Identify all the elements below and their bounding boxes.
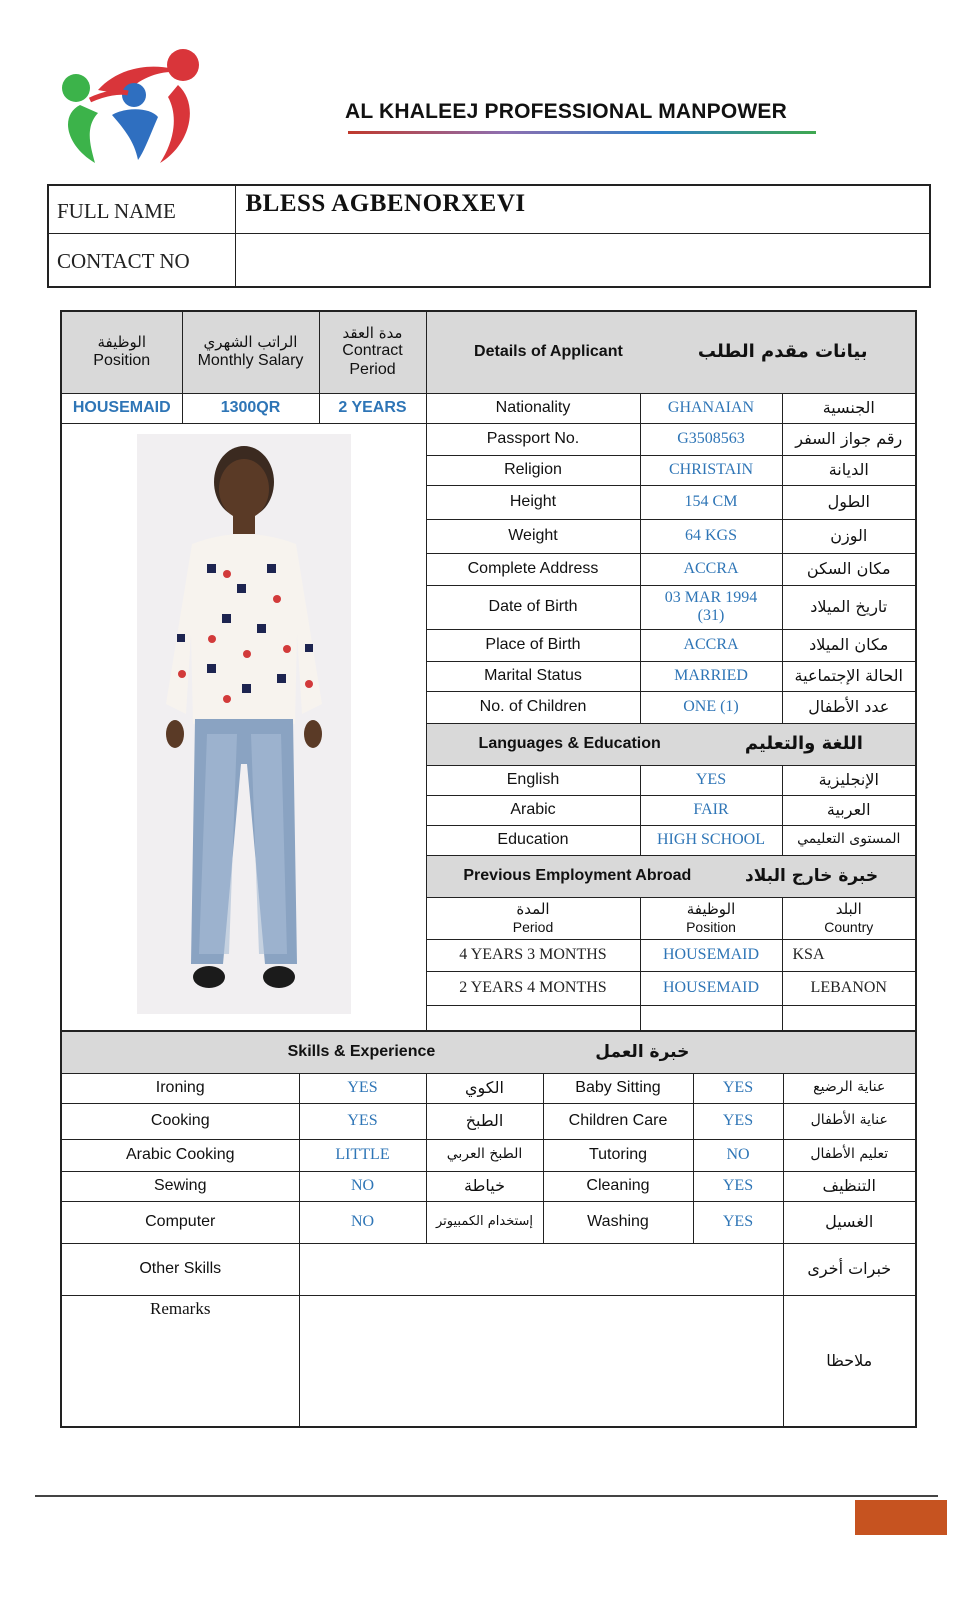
detail-label: Complete Address [426, 553, 640, 585]
photo-cell [61, 423, 426, 1037]
details-section-header: Details of Applicant بيانات مقدم الطلب [426, 311, 916, 393]
company-underline [348, 131, 816, 134]
detail-value: G3508563 [640, 423, 782, 455]
employment-position: HOUSEMAID [640, 971, 782, 1005]
language-label: English [426, 765, 640, 795]
detail-label: No. of Children [426, 691, 640, 723]
skill-value: YES [299, 1073, 426, 1103]
education-label-ar: المستوى التعليمي [782, 825, 916, 855]
skill-value: NO [299, 1171, 426, 1201]
detail-label: Passport No. [426, 423, 640, 455]
full-name-value: BLESS AGBENORXEVI [235, 185, 930, 233]
detail-value: ACCRA [640, 629, 782, 661]
detail-label: Date of Birth [426, 585, 640, 629]
contact-label: CONTACT NO [48, 233, 235, 287]
skill-value: YES [693, 1103, 783, 1139]
contract-period-header: مدة العقد Contract Period [319, 311, 426, 393]
dob-value: 03 MAR 1994 [664, 588, 758, 606]
detail-label-ar: الوزن [782, 519, 916, 553]
skill-label: Cooking [61, 1103, 299, 1139]
detail-value: CHRISTAIN [640, 455, 782, 485]
employment-country: KSA [782, 939, 916, 971]
skill-value: NO [693, 1139, 783, 1171]
employment-position-header: الوظيفة Position [640, 897, 782, 939]
remarks-value [299, 1295, 783, 1427]
detail-label: Nationality [426, 393, 640, 423]
period-value: 2 YEARS [319, 393, 426, 423]
position-header: الوظيفة Position [61, 311, 182, 393]
detail-label-ar: الديانة [782, 455, 916, 485]
skill-label-ar: الغسيل [783, 1201, 916, 1243]
language-value: YES [640, 765, 782, 795]
detail-value: ONE (1) [640, 691, 782, 723]
skill-value: YES [299, 1103, 426, 1139]
skill-label-ar: عناية الأطفال [783, 1103, 916, 1139]
detail-label-ar: تاريخ الميلاد [782, 585, 916, 629]
language-value: FAIR [640, 795, 782, 825]
other-skills-label-ar: خبرات أخرى [783, 1243, 916, 1295]
skill-label: Cleaning [543, 1171, 693, 1201]
employment-position: HOUSEMAID [640, 939, 782, 971]
skill-label: Sewing [61, 1171, 299, 1201]
skill-label: Arabic Cooking [61, 1139, 299, 1171]
employment-section-header: Previous Employment Abroad خبرة خارج البلاد [426, 855, 916, 897]
skill-label: Ironing [61, 1073, 299, 1103]
skill-label-ar: عناية الرضيع [783, 1073, 916, 1103]
salary-header: الراتب الشهري Monthly Salary [182, 311, 319, 393]
employment-period: 4 YEARS 3 MONTHS [426, 939, 640, 971]
detail-label: Place of Birth [426, 629, 640, 661]
detail-label-ar: الحالة الإجتماعية [782, 661, 916, 691]
skill-value: YES [693, 1073, 783, 1103]
detail-label-ar: الطول [782, 485, 916, 519]
education-label: Education [426, 825, 640, 855]
language-label: Arabic [426, 795, 640, 825]
detail-value: 154 CM [640, 485, 782, 519]
skill-label-ar: إستخدام الكمبيوتر [426, 1201, 543, 1243]
detail-label-ar: رقم جواز السفر [782, 423, 916, 455]
skill-label-ar: الطبخ العربي [426, 1139, 543, 1171]
language-label-ar: الإنجليزية [782, 765, 916, 795]
other-skills-value [299, 1243, 783, 1295]
skill-label-ar: التنظيف [783, 1171, 916, 1201]
position-value: HOUSEMAID [61, 393, 182, 423]
detail-value: MARRIED [640, 661, 782, 691]
skill-value: YES [693, 1201, 783, 1243]
applicant-name-table [47, 184, 931, 288]
employment-period: 2 YEARS 4 MONTHS [426, 971, 640, 1005]
detail-label-ar: مكان الميلاد [782, 629, 916, 661]
employment-country: LEBANON [782, 971, 916, 1005]
remarks-label-ar: ملاحظا [783, 1295, 916, 1427]
skill-label: Computer [61, 1201, 299, 1243]
skill-label: Children Care [543, 1103, 693, 1139]
employment-period-header: المدة Period [426, 897, 640, 939]
skill-label: Tutoring [543, 1139, 693, 1171]
education-value: HIGH SCHOOL [640, 825, 782, 855]
remarks-label: Remarks [61, 1295, 299, 1427]
detail-value: ACCRA [640, 553, 782, 585]
detail-label: Weight [426, 519, 640, 553]
skill-value: NO [299, 1201, 426, 1243]
company-logo [50, 45, 200, 170]
languages-section-header: Languages & Education اللغة والتعليم [426, 723, 916, 765]
skill-value: LITTLE [299, 1139, 426, 1171]
detail-label-ar: عدد الأطفال [782, 691, 916, 723]
detail-label-ar: مكان السكن [782, 553, 916, 585]
age-value: (31) [697, 607, 725, 624]
other-skills-label: Other Skills [61, 1243, 299, 1295]
full-name-label: FULL NAME [48, 185, 235, 233]
skills-table [60, 1030, 917, 1428]
skill-label-ar: خياطة [426, 1171, 543, 1201]
language-label-ar: العربية [782, 795, 916, 825]
skill-label: Washing [543, 1201, 693, 1243]
detail-value [640, 585, 782, 629]
contact-value [235, 233, 930, 287]
detail-label-ar: الجنسية [782, 393, 916, 423]
footer-divider [35, 1495, 938, 1497]
detail-label: Marital Status [426, 661, 640, 691]
detail-label: Height [426, 485, 640, 519]
salary-value: 1300QR [182, 393, 319, 423]
skill-label-ar: الطبخ [426, 1103, 543, 1139]
company-name: AL KHALEEJ PROFESSIONAL MANPOWER [345, 100, 787, 123]
skills-section-header: Skills & Experience خبرة العمل [61, 1031, 916, 1073]
skill-value: YES [693, 1171, 783, 1201]
application-form-table [60, 310, 917, 1038]
skill-label-ar: الكوي [426, 1073, 543, 1103]
detail-value: 64 KGS [640, 519, 782, 553]
skill-label: Baby Sitting [543, 1073, 693, 1103]
detail-label: Religion [426, 455, 640, 485]
applicant-photo [137, 434, 351, 1014]
employment-country-header: البلد Country [782, 897, 916, 939]
skill-label-ar: تعليم الأطفال [783, 1139, 916, 1171]
detail-value: GHANAIAN [640, 393, 782, 423]
footer-accent-block [855, 1500, 947, 1535]
